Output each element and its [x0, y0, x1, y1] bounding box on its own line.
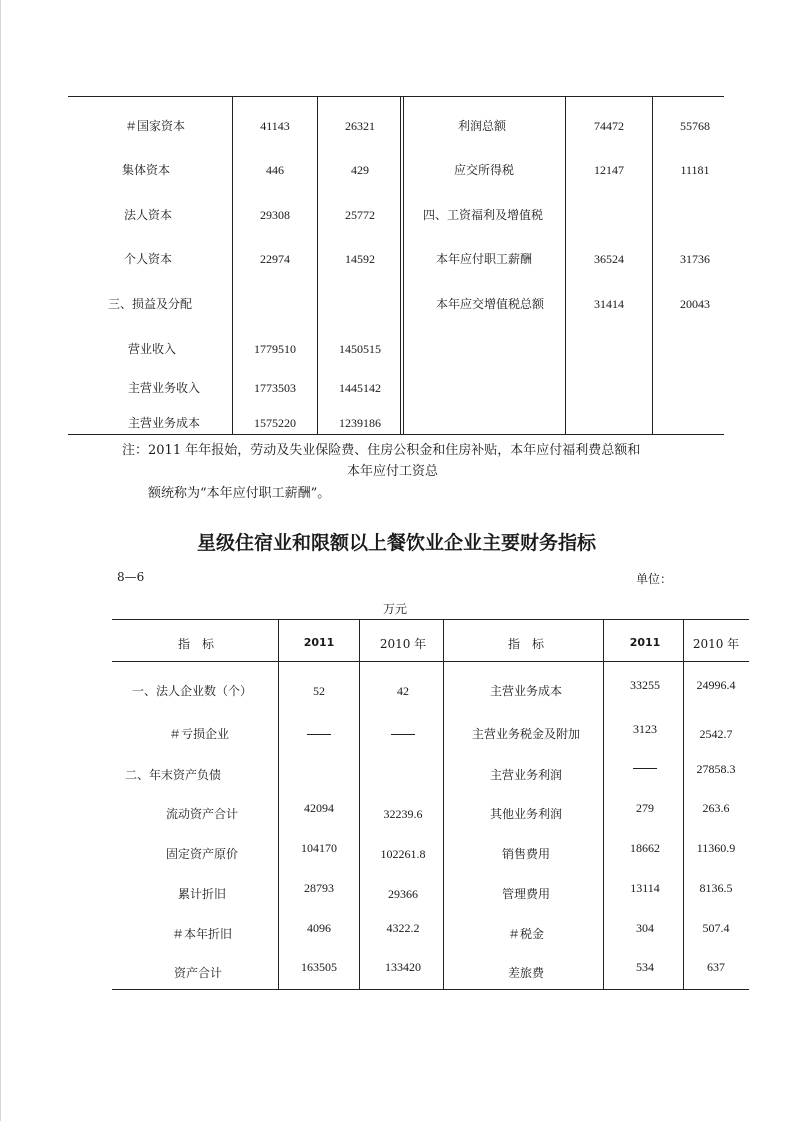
- value-2011: 446: [266, 163, 284, 177]
- header-2010-left: 2010 年: [379, 637, 427, 651]
- value-2011: 4096: [307, 921, 331, 935]
- value-2010: 27858.3: [696, 762, 736, 776]
- value-2011: 28793: [304, 881, 334, 895]
- dash-mark: [391, 734, 415, 735]
- section-heading: 四、工资福利及增值税: [422, 208, 544, 222]
- value-2010: 133420: [385, 960, 421, 974]
- value-2011: 1773503: [254, 381, 296, 395]
- value-2011: 22974: [260, 252, 290, 266]
- section-heading: 三、损益及分配: [107, 297, 193, 311]
- row-label: 主营业务成本: [489, 684, 563, 698]
- header-divider: [112, 661, 749, 662]
- col-divider: [278, 620, 279, 989]
- value-2011: 12147: [594, 163, 624, 177]
- value-2010: 11360.9: [696, 841, 736, 855]
- value-2011: 1779510: [254, 342, 296, 356]
- row-label: 利润总额: [457, 119, 507, 133]
- value-2011: 31414: [594, 297, 624, 311]
- row-label: 本年应付职工薪酬: [435, 252, 533, 266]
- value-2011: 104170: [301, 841, 337, 855]
- row-label: 主营业务收入: [127, 381, 201, 395]
- row-label: ＃国家资本: [124, 119, 186, 133]
- col-divider: [683, 620, 684, 989]
- row-label: 销售费用: [501, 847, 551, 861]
- value-2010: 29366: [388, 887, 418, 901]
- value-2010: 637: [707, 960, 725, 974]
- row-label: 主营业务利润: [489, 768, 563, 782]
- value-2011: 33255: [630, 678, 660, 692]
- table-title: 星级住宿业和限额以上餐饮业企业主要财务指标: [196, 532, 596, 554]
- value-2011: 74472: [594, 119, 624, 133]
- value-2010: 1450515: [339, 342, 381, 356]
- value-2010: 1239186: [339, 416, 381, 430]
- value-2010: 25772: [345, 208, 375, 222]
- value-2010: 42: [397, 684, 409, 698]
- header-2010-right: 2010 年: [692, 637, 740, 651]
- value-2010: 429: [351, 163, 369, 177]
- value-2010: 24996.4: [696, 678, 736, 692]
- row-label: ＃税金: [507, 927, 545, 941]
- row-label: 累计折旧: [177, 887, 227, 901]
- row-label: ＃本年折旧: [171, 927, 233, 941]
- col-divider: [603, 620, 604, 989]
- value-2011: 36524: [594, 252, 624, 266]
- row-label: 差旅费: [507, 966, 545, 980]
- row-label: 个人资本: [123, 252, 173, 266]
- col-divider: [565, 97, 566, 434]
- footnote-line2: 本年应付工资总: [347, 464, 439, 479]
- value-2011: 18662: [630, 841, 660, 855]
- footnote-line3: 额统称为“本年应付职工薪酬”。: [148, 486, 331, 501]
- row-label: 本年应交增值税总额: [435, 297, 545, 311]
- col-divider: [443, 620, 444, 989]
- header-indicator-left: 指 标: [177, 637, 215, 651]
- row-label: 主营业务税金及附加: [471, 727, 581, 741]
- col-divider: [359, 620, 360, 989]
- header-2011-right: 2011: [629, 636, 661, 649]
- value-2011: 41143: [260, 119, 290, 133]
- dash-mark: [633, 768, 657, 769]
- value-2011: 52: [313, 684, 325, 698]
- row-label: ＃亏损企业: [168, 727, 230, 741]
- value-2011: 304: [636, 921, 654, 935]
- value-2010: 14592: [345, 252, 375, 266]
- col-divider: [652, 97, 653, 434]
- footnote-line1: 注：2011 年年报始，劳动及失业保险费、住房公积金和住房补贴，本年应付福利费总额和: [122, 443, 641, 458]
- table-number: 8—6: [117, 570, 145, 584]
- value-2010: 263.6: [702, 801, 730, 815]
- row-label: 一、法人企业数（个）: [131, 684, 253, 698]
- header-2011-left: 2011: [303, 636, 335, 649]
- row-label: 主营业务成本: [127, 416, 201, 430]
- value-2010: 32239.6: [383, 807, 423, 821]
- row-label: 应交所得税: [453, 163, 515, 177]
- row-label: 管理费用: [501, 887, 551, 901]
- value-2010: 507.4: [702, 921, 730, 935]
- value-2011: 3123: [633, 722, 657, 736]
- value-2010: 1445142: [339, 381, 381, 395]
- value-2011: 534: [636, 960, 654, 974]
- unit-label: 单位：: [636, 572, 673, 586]
- value-2010: 102261.8: [380, 847, 426, 861]
- col-divider-double: [400, 97, 404, 434]
- value-2011: 42094: [304, 801, 334, 815]
- value-2010: 4322.2: [386, 921, 420, 935]
- value-2011: 29308: [260, 208, 290, 222]
- col-divider: [232, 97, 233, 434]
- col-divider: [317, 97, 318, 434]
- value-2011: 1575220: [254, 416, 296, 430]
- dash-mark: [307, 734, 331, 735]
- section-heading: 二、年末资产负债: [124, 768, 222, 782]
- value-2010: 8136.5: [699, 881, 733, 895]
- value-2010: 20043: [680, 297, 710, 311]
- header-indicator-right: 指 标: [507, 637, 545, 651]
- row-label: 法人资本: [123, 208, 173, 222]
- value-2011: 13114: [630, 881, 660, 895]
- value-2010: 55768: [680, 119, 710, 133]
- row-label: 其他业务利润: [489, 807, 563, 821]
- unit-value: 万元: [383, 602, 408, 616]
- row-label: 流动资产合计: [165, 807, 239, 821]
- row-label: 资产合计: [173, 966, 223, 980]
- value-2010: 26321: [345, 119, 375, 133]
- row-label: 营业收入: [127, 342, 177, 356]
- value-2011: 163505: [301, 960, 337, 974]
- row-label: 固定资产原价: [165, 847, 239, 861]
- row-label: 集体资本: [121, 163, 171, 177]
- value-2010: 31736: [680, 252, 710, 266]
- value-2010: 2542.7: [699, 727, 733, 741]
- value-2010: 11181: [680, 163, 710, 177]
- value-2011: 279: [636, 801, 654, 815]
